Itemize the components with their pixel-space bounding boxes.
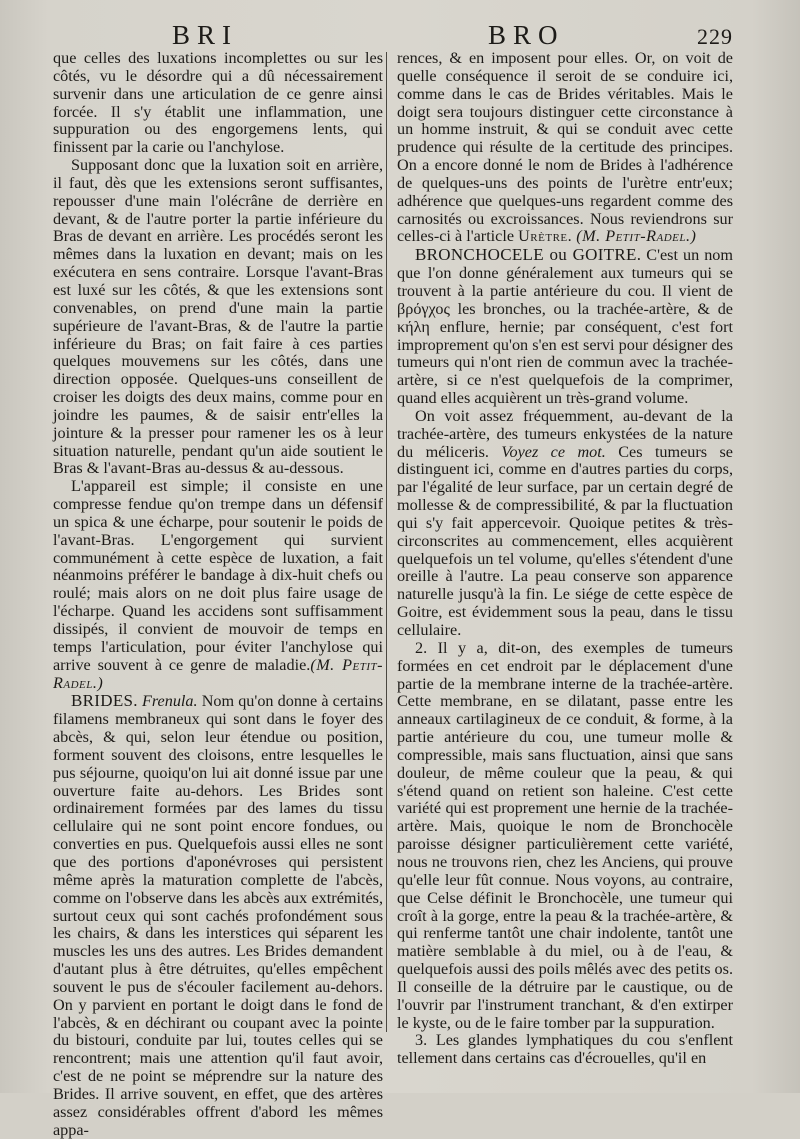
headword-brides: BRIDES. [71, 691, 138, 711]
author-attribution: (M. Petit-Radel.) [53, 655, 383, 692]
paragraph-luxation-continued: que celles des luxations incomplettes ou sur les côtés, vu le désordre qui a dû nécessairement survenir dans une articulation de ce genre ainsi forcée. Il s'y établit une inflammation, une suppuration ou des engorgemens lents, qui finissent par la carie ou l'anchylose. [53, 49, 383, 157]
bronchocele-text-2: les bronches, ou la trachée-artère, & de [457, 299, 733, 318]
paragraph-reduction-procedure: Supposant donc que la luxation soit en arrière, il faut, dès que les extensions seront suffisantes, repousser d'une main l'olécrâne de derrière en devant, & de l'autre porter la partie inférieure du Bras de devant en arrière. Les procédés seront les mêmes dans la luxation en devant; mais on les exécutera en sens contraire. Lorsque l'avant-Bras est luxé sur les côtés, & que les extensions sont convenables, on prend d'une main la partie supérieure de l'avant-Bras, & de l'autre la partie inférieure du Bras; on fait faire à ces parties quelques mouvemens sur les côtés, dans une direction opposée. Quelques-uns conseillent de croiser les doigts des deux mains, comme pour en joindre les paumes, & de saisir entr'elles la jointure & la presser pour ramener les os à leur situation naturelle, pendant qu'un aide soutient le Bras & l'avant-Bras au-dessus & au-dessous. [53, 156, 383, 478]
column-divider [386, 52, 387, 1032]
paragraph-bandage [53, 478, 383, 692]
brides-continued-text: rences, & en imposent pour elles. Or, on voit de quelle conséquence il seroit de se conduire ici, comme dans le cas de Brides véritables. Mais le doigt sera toujours distinguer cette circonstance à un homme instruit, & qui se conduit avec cette prudence qui résulte de la certitude des principes. On a encore donné le nom de Brides à l'adhérence de quelques-uns des points de l'urètre entr'eux; adhérence que quelques-uns regardent comme des carnosités ou excroissances. Nous reviendrons sur celles-ci à l'article [397, 49, 733, 246]
paragraph-enkysted-tumours [397, 408, 733, 640]
right-column [397, 50, 733, 1068]
greek-word-bronchos: βρόγχος [397, 299, 450, 318]
enkysted-text-b: Ces tumeurs se distinguent ici, comme en d'autres parties du corps, par l'égalité de leur surface, par un certain degré de mollesse & de compressibilité, & par la fluctuation qui s'y fait appercevoir. Quoique petites & très-circonscrites au commencement, elles acquièrent quelquefois un tel volume, qu'elles s'étendent d'une oreille à l'autre. La peau conserve son apparence naturelle jusqu'à la fin. Le siége de cette espèce de Goitre, est évidemment sous la peau, dans le tissu cellulaire. [397, 442, 733, 639]
author-attribution: (M. Petit-Radel.) [576, 227, 697, 246]
header-left-guide-word: BRI [172, 20, 239, 50]
paragraph-lymphatic-glands: 3. Les glandes lymphatiques du cou s'enflent tellement dans certains cas d'écrouelles, qu'il en [397, 1031, 733, 1068]
left-column [53, 50, 383, 1139]
paragraph-tracheal-hernia: 2. Il y a, dit-on, des exemples de tumeurs formées en cet endroit par le déplacement d'une partie de la membrane interne de la trachée-artère. Cette membrane, en se dilatant, passe entre les anneaux cartilagineux de ce conduit, & forme, à la partie antérieure du cou, une tumeur molle & compressible, mais sans fluctuation, ainsi que sans douleur, de même couleur que la peau, & qui s'étend quand on retient son haleine. C'est cette variété qui est proprement une hernie de la trachée-artère. Mais, quoique le nom de Bronchocèle paroisse désigner particulièrement cette variété, nous ne trouvons rien, chez les Anciens, qui prouve qu'elle leur fût connue. Nous voyons, au contraire, que Celse définit le Bronchocèle, une tumeur qui croît à la gorge, entre la peau & la trachée-artère, & qui renferme tantôt une chair indolente, tantôt une matière semblable à du miel, ou à de l'eau, & quelquefois aussi des poils mêlés avec des petits os. Il conseille de la détruire par le caustique, ou de l'ouvrir par l'instrument tranchant, & d'en extirper le kyste, ou de le faire tomber par la suppuration. [397, 638, 733, 1032]
bronchocele-text-1: C'est un nom que l'on donne généralement aux tumeurs qui se trouvent à la partie antérieure du cou. Il vient de [397, 246, 733, 300]
paragraph-brides-continued [397, 50, 733, 246]
see-also-reference: Voyez ce mot. [501, 442, 606, 461]
cross-reference-uretre: Urètre. [518, 227, 573, 246]
headword-bronchocele: BRONCHOCELE ou GOITRE. [415, 245, 642, 265]
bronchocele-text-3: enflure, hernie; par conséquent, c'est fort improprement qu'on s'en est servi pour désigner des tumeurs qui n'ont rien de commun avec la trachée-artère, si ce n'est quelquefois de la comprimer, quand elles acquièrent un très-grand volume. [397, 317, 733, 408]
latin-term: Frenula. [141, 692, 198, 711]
enkysted-text-a: On voit assez fréquemment, au-devant de la trachée-artère, des tumeurs enkystées de la nature du méliceris. [397, 406, 733, 461]
page-number: 229 [697, 24, 733, 49]
bandage-text: L'appareil est simple; il consiste en une compresse fendue qu'on trempe dans un défensif un spica & une écharpe, pour soutenir le poids de l'avant-Bras. L'engorgement qui survient communément à cette espèce de luxation, a fait néanmoins préférer le bandage à dix-huit chefs ou roulé; mais alors on ne doit plus faire usage de l'écharpe. Quand les accidens sont suffisamment dissipés, il convient de mouvoir de temps en temps l'articulation, pour éviter l'anchylose qui arrive souvent à ce genre de maladie. [53, 477, 383, 674]
greek-word-kele: κήλη [397, 317, 430, 336]
entry-bronchocele [397, 246, 733, 408]
entry-brides [53, 692, 383, 1139]
entry-brides-text: Nom qu'on donne à certains filamens membraneux qui sont dans le foyer des abcès, & qui, selon leur étendue ou position, forment souvent des cloisons, entre lesquelles le pus séjourne, quoiqu'on lui ait donné issue par une ouverture faite au-dehors. Les Brides sont ordinairement formées par des lames du tissu cellulaire qui ne sont point encore fondues, ou converties en pus. Quelquefois aussi elles ne sont que des portions d'aponévroses qui persistent même après la maturation complette de l'abcès, comme on l'observe dans les abcès aux extrémités, surtout ceux qui sont cachés profondément sous les chairs, & dans les interstices qui séparent les muscles les uns des autres. Les Brides demandent d'autant plus à être détruites, qu'elles empêchent souvent le pus de s'écouler facilement au-dehors. On y parvient en portant le doigt dans le fond de l'abcès, & en déchirant ou coupant avec la pointe du bistouri, conduite par lui, toutes celles qui se rencontrent; mais une attention qu'il faut avoir, c'est de ne point se méprendre sur la nature des Brides. Il arrive souvent, en effet, que des artères assez considérables offrent d'abord les mêmes appa- [53, 692, 383, 1139]
running-header [0, 20, 800, 50]
header-right-guide-word: BRO [488, 20, 565, 50]
